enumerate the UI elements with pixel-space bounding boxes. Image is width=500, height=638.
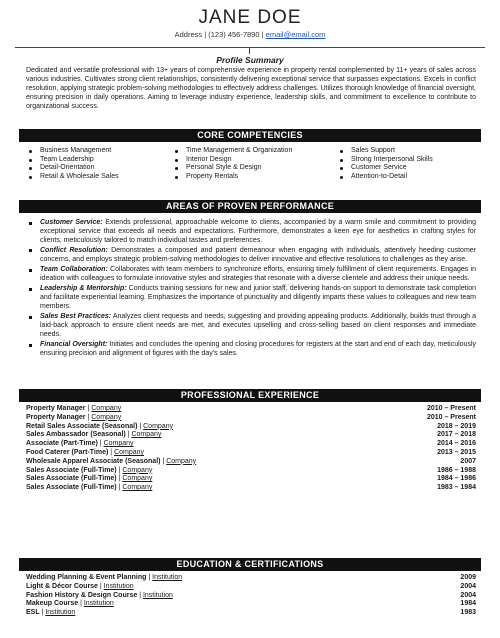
performance-item: Leadership & Mentorship: Conducts training sessions for new and junior staff, delivering hands-on support to demonstrate task completion and facilitate experiential learning. Emphasizes the importance of punctuality and diligently imparts these values to colleagues and new team members. <box>26 285 476 311</box>
bullet-icon <box>29 316 32 319</box>
experience-row: Food Caterer (Part-Time) | Company 2013 – 2015 <box>26 448 476 456</box>
profile-summary-title: Profile Summary <box>216 55 284 65</box>
header-rule <box>15 47 485 48</box>
education-row: ESL | Institution 1983 <box>26 609 476 617</box>
experience-row: Sales Ambassador (Seasonal) | Company 2017 – 2018 <box>26 431 476 439</box>
competency-item: Customer Service <box>337 164 433 173</box>
competency-item: Time Management & Organization <box>172 147 292 156</box>
performance-item: Customer Service: Extends professional, approachable welcome to clients, accompanied by a warm smile and commitment to providing exceptional service that exceeds all needs and expectations. Furthermore, demonstrates a keen eye for aesthetics in crafting styles for clients, meticulously tailored to match individual tastes and preferences. <box>26 219 476 245</box>
competency-item: Detail-Orientation <box>26 164 119 173</box>
institution-link[interactable]: Institution <box>45 609 76 617</box>
company-link[interactable]: Company <box>143 422 174 430</box>
experience-row: Property Manager | Company 2010 – Present <box>26 413 476 421</box>
bullet-icon <box>175 176 178 179</box>
competency-item: Retail & Wholesale Sales <box>26 173 119 182</box>
bullet-icon <box>29 344 32 347</box>
bullet-icon <box>340 176 343 179</box>
experience-row: Sales Associate (Full-Time) | Company 1986 – 1988 <box>26 466 476 474</box>
performance-item: Financial Oversight: Initiates and concludes the opening and closing procedures for registers at the start and end of each day, meticulously ensuring precision and alignment of figures with the day's sales. <box>26 341 476 359</box>
education-row: Makeup Course | Institution 1984 <box>26 600 476 608</box>
bullet-icon <box>29 150 32 153</box>
institution-link[interactable]: Institution <box>152 574 183 581</box>
performance-item: Sales Best Practices: Analyzes client requests and needs, suggesting and providing appealing products. Additionally, builds trust through a laid-back approach to ensure client needs are met, and executes upselling and cross-selling based on client responses and immediate needs. <box>26 313 476 339</box>
bullet-icon <box>29 167 32 170</box>
competencies-column-1 <box>26 147 119 181</box>
proven-performance-header: AREAS OF PROVEN PERFORMANCE <box>19 200 481 213</box>
core-competencies-header: CORE COMPETENCIES <box>19 129 481 142</box>
bullet-icon <box>29 249 32 252</box>
bullet-icon <box>175 159 178 162</box>
company-link[interactable]: Company <box>114 448 145 456</box>
experience-row: Wholesale Apparel Associate (Seasonal) | Company 2007 <box>26 457 476 465</box>
experience-row: Associate (Part-Time) | Company 2014 – 2016 <box>26 440 476 448</box>
competency-item: Personal Style & Design <box>172 164 292 173</box>
competency-item: Team Leadership <box>26 156 119 165</box>
institution-link[interactable]: Institution <box>83 600 114 608</box>
competency-item: Business Management <box>26 147 119 156</box>
experience-row: Retail Sales Associate (Seasonal) | Company 2018 – 2019 <box>26 422 476 430</box>
professional-experience-header: PROFESSIONAL EXPERIENCE <box>19 389 481 402</box>
competency-item: Property Rentals <box>172 173 292 182</box>
bullet-icon <box>29 222 32 225</box>
bullet-icon <box>175 150 178 153</box>
company-link[interactable]: Company <box>103 440 134 448</box>
email-link[interactable]: email@email.com <box>265 30 326 39</box>
education-row: Light & Décor Course | Institution 2004 <box>26 582 476 590</box>
bullet-icon <box>29 176 32 179</box>
competency-item: Attention-to-Detail <box>337 173 433 182</box>
experience-row: Sales Associate (Full-Time) | Company 1983 – 1984 <box>26 484 476 492</box>
education-list <box>26 574 476 618</box>
performance-item: Team Collaboration: Collaborates with team members to synchronize efforts, ensuring timely fulfillment of client requirements. Engages in ideation with colleagues to formulate innovative styles and strategies that resonate with a diverse clientele and address their unique needs. <box>26 266 476 284</box>
experience-list <box>26 405 476 493</box>
company-link[interactable]: Company <box>122 466 153 474</box>
company-link[interactable]: Company <box>131 431 162 439</box>
company-link[interactable]: Company <box>91 413 122 421</box>
header-rule-mark <box>249 48 250 54</box>
company-link[interactable]: Company <box>91 405 122 412</box>
bullet-icon <box>340 159 343 162</box>
bullet-icon <box>29 159 32 162</box>
bullet-icon <box>175 167 178 170</box>
competency-item: Interior Design <box>172 156 292 165</box>
competencies-column-2 <box>172 147 292 181</box>
bullet-icon <box>340 150 343 153</box>
candidate-name: JANE DOE <box>198 7 302 28</box>
company-link[interactable]: Company <box>166 457 197 465</box>
performance-item: Conflict Resolution: Demonstrates a composed and patient demeanour when engaging with individuals, attentively heeding customer concerns, and employs strategic problem-solving methodologies to deliver innovative and effective resolutions to challenges as they arise. <box>26 247 476 265</box>
institution-link[interactable]: Institution <box>142 591 173 599</box>
experience-row: Property Manager | Company 2010 – Present <box>26 405 476 412</box>
bullet-icon <box>29 269 32 272</box>
education-row: Wedding Planning & Event Planning | Institution 2009 <box>26 574 476 581</box>
bullet-icon <box>340 167 343 170</box>
profile-summary-text: Dedicated and versatile professional with 13+ years of comprehensive experience in property rental complemented by 11+ years of sales across various industries. Cultivates strong client relationships, consistently delivering exceptional service that surpasses expectations. Excels in conflict resolution, applying strategic problem-solving methodologies to effectively address challenges. Utilizes thorough knowledge of financial oversight, ensuring precision in daily operations. Aiming to leverage industry experience, leadership skills, and commitment to excellence to contribute to organizational success. <box>26 67 476 110</box>
competency-item: Strong Interpersonal Skills <box>337 156 433 165</box>
education-certifications-header: EDUCATION & CERTIFICATIONS <box>19 558 481 571</box>
education-row: Fashion History & Design Course | Institution 2004 <box>26 591 476 599</box>
company-link[interactable]: Company <box>122 475 153 483</box>
institution-link[interactable]: Institution <box>103 582 134 590</box>
company-link[interactable]: Company <box>122 484 153 492</box>
experience-row: Sales Associate (Full-Time) | Company 1984 – 1986 <box>26 475 476 483</box>
competencies-column-3 <box>337 147 433 181</box>
contact-line <box>0 30 500 40</box>
contact-details: Address | (123) 456-7890 | <box>174 30 266 39</box>
competency-item: Sales Support <box>337 147 433 156</box>
performance-list <box>26 219 476 360</box>
bullet-icon <box>29 288 32 291</box>
